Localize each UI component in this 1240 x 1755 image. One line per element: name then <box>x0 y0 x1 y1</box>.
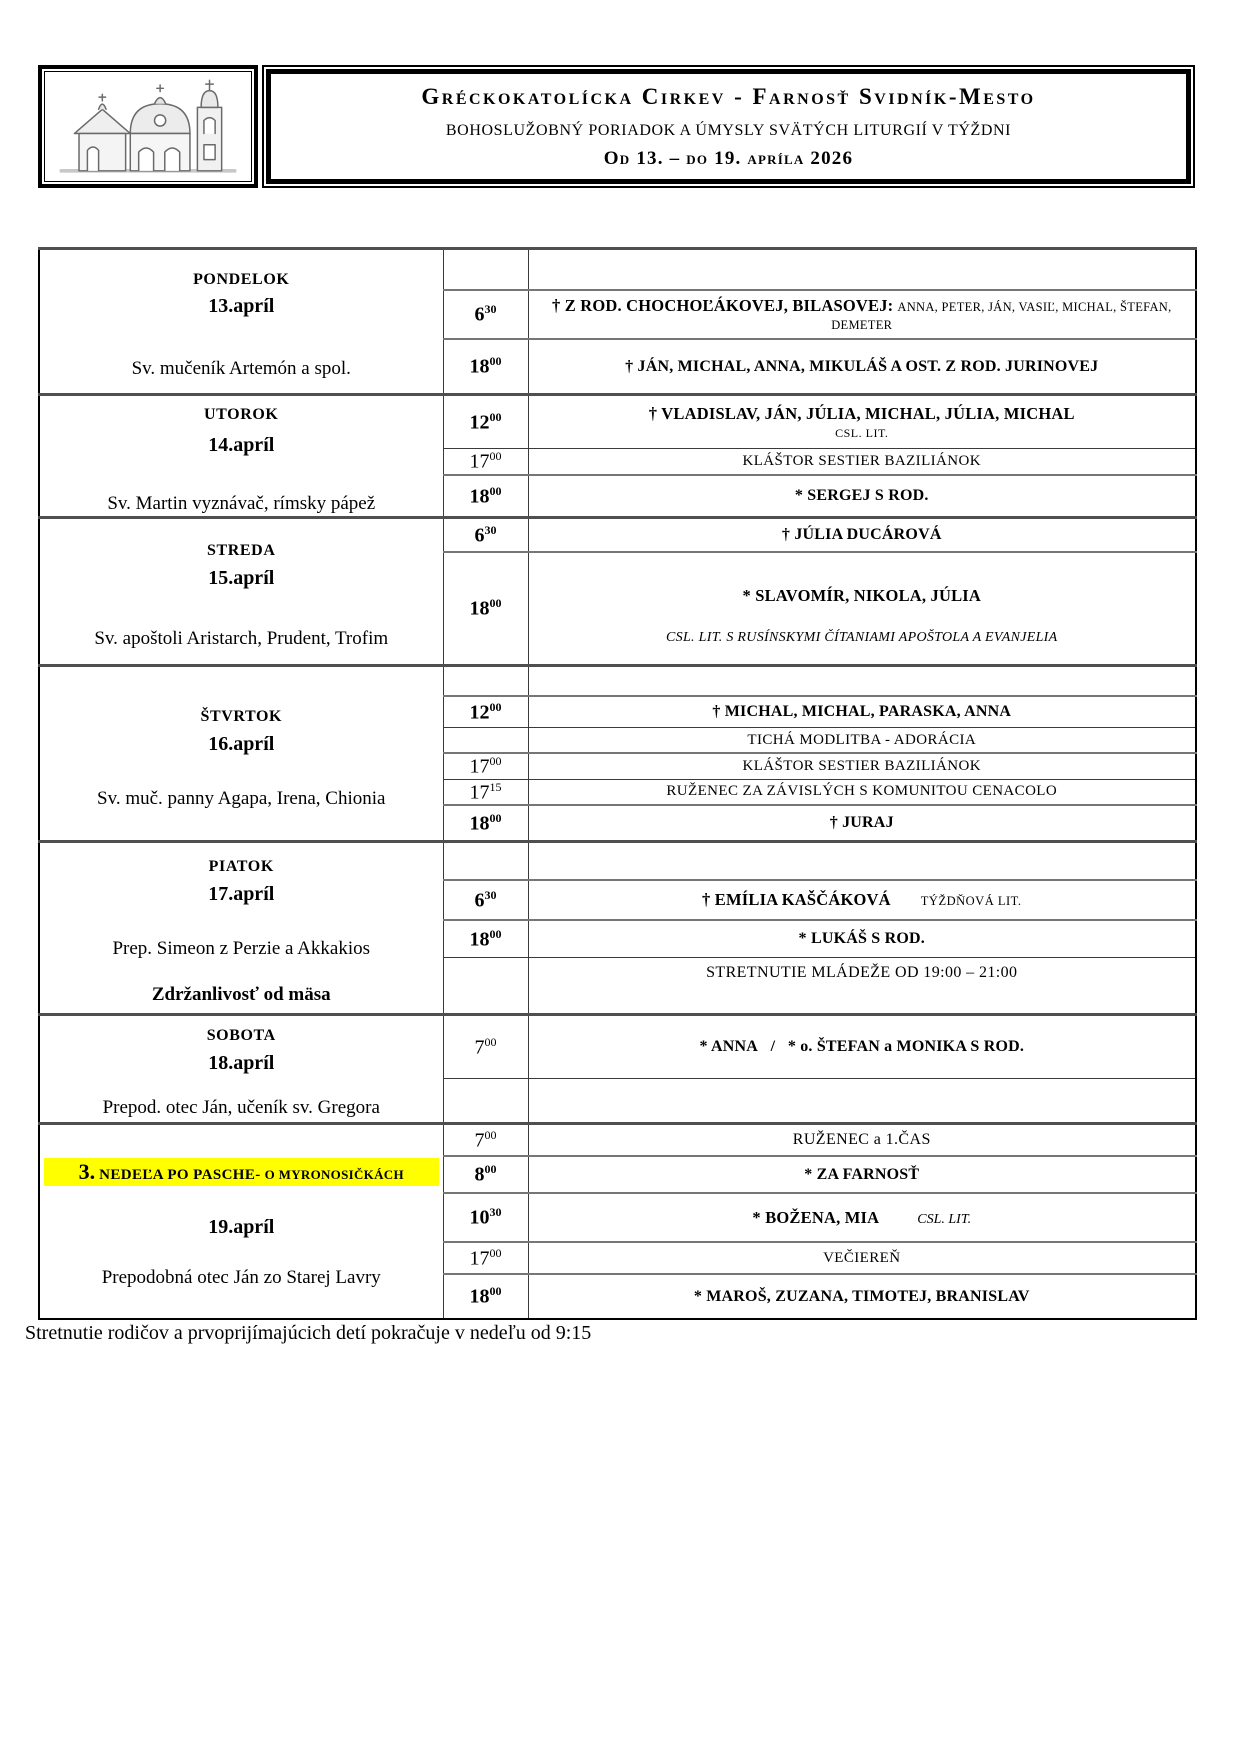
time-hour: 18 <box>469 928 490 951</box>
intention-cell <box>528 1079 1196 1124</box>
bulletin-subtitle: BOHOSLUŽOBNÝ PORIADOK A ÚMYSLY SVÄTÝCH LITURGIÍ V TÝŽDNI <box>445 122 1012 139</box>
time-min: 30 <box>484 887 497 902</box>
time-min: 00 <box>489 754 502 768</box>
time-min: 30 <box>484 522 497 537</box>
day-date: 15.apríl <box>208 566 275 589</box>
time-min: 30 <box>489 1205 502 1220</box>
time-hour: 17 <box>469 755 490 778</box>
time-hour: 10 <box>469 1207 490 1230</box>
time-min: 00 <box>489 596 502 611</box>
day-saint: Prep. Simeon z Perzie a Akkakios <box>112 938 370 960</box>
time-min: 00 <box>489 699 502 714</box>
day-saint: Prepod. otec Ján, učeník sv. Gregora <box>102 1097 380 1119</box>
intention-cell: KLÁŠTOR SESTIER BAZILIÁNOK <box>528 449 1196 476</box>
intention-main: † Z ROD. CHOCHOĽÁKOVEJ, BILASOVEJ: <box>551 295 894 315</box>
intention-cell: VEČIEREŇ <box>528 1242 1196 1274</box>
intention-cell: * ZA FARNOSŤ <box>528 1156 1196 1193</box>
intention-names: ANNA, PETER, JÁN, VASIĽ, MICHAL, ŠTEFAN, DEMETER <box>831 299 1172 332</box>
time-hour: 8 <box>474 1164 485 1187</box>
time-hour: 12 <box>469 701 490 724</box>
time-cell <box>443 249 528 291</box>
time-hour: 7 <box>474 1129 485 1152</box>
intention-cell <box>528 1193 1196 1242</box>
day-name: ŠTVRTOK <box>200 707 283 725</box>
time-min: 00 <box>489 926 502 941</box>
time-min: 00 <box>484 1034 497 1049</box>
day-date: 14.apríl <box>208 433 275 456</box>
intention-cell: * LUKÁŠ S ROD. <box>528 920 1196 958</box>
church-logo-box <box>38 65 258 188</box>
time-hour: 6 <box>474 889 485 912</box>
day-cell-wednesday <box>39 518 443 666</box>
time-min: 00 <box>489 354 502 369</box>
day-date: 16.apríl <box>208 732 275 755</box>
intention-cell <box>528 395 1196 449</box>
day-cell-thursday <box>39 666 443 842</box>
intention-cell: * ANNA / * o. ŠTEFAN a MONIKA S ROD. <box>528 1015 1196 1079</box>
time-cell <box>443 449 528 476</box>
day-date: 13.apríl <box>208 295 275 317</box>
church-sketch-icon <box>45 72 251 182</box>
time-hour: 18 <box>469 485 490 508</box>
intention-cell: TICHÁ MODLITBA - ADORÁCIA <box>528 728 1196 754</box>
time-min: 00 <box>484 1162 497 1177</box>
intention-main: † VLADISLAV, JÁN, JÚLIA, MICHAL, JÚLIA, MICHAL <box>648 403 1075 423</box>
day-cell-tuesday <box>39 395 443 518</box>
intention-cell <box>528 249 1196 291</box>
time-min: 00 <box>489 810 502 825</box>
intention-cell: † JURAJ <box>528 805 1196 842</box>
day-date: 18.apríl <box>208 1052 275 1075</box>
week-date-range: Od 13. – do 19. apríla 2026 <box>603 148 854 169</box>
intention-note: CSL. LIT. S RUSÍNSKYMI ČÍTANIAMI APOŠTOLA A EVANJELIA <box>666 630 1058 645</box>
intention-cell: * SERGEJ S ROD. <box>528 475 1196 518</box>
time-hour: 18 <box>469 355 490 378</box>
time-cell <box>443 805 528 842</box>
footer-note: Stretnutie rodičov a prvoprijímajúcich detí pokračuje v nedeľu od 9:15 <box>25 1322 592 1344</box>
time-cell <box>443 1079 528 1124</box>
time-cell <box>443 1242 528 1274</box>
time-hour: 6 <box>474 303 485 326</box>
day-name: STREDA <box>206 541 276 559</box>
intention-cell: RUŽENEC ZA ZÁVISLÝCH S KOMUNITOU CENACOLO <box>528 779 1196 805</box>
day-saint: Sv. muč. panny Agapa, Irena, Chionia <box>97 787 386 809</box>
time-cell <box>443 920 528 958</box>
header <box>38 65 1195 188</box>
schedule-table <box>38 247 1197 1320</box>
day-name: SOBOTA <box>206 1027 276 1045</box>
intention-cell <box>528 290 1196 339</box>
time-cell <box>443 1015 528 1079</box>
time-hour: 18 <box>469 597 490 620</box>
time-cell <box>443 1274 528 1319</box>
intention-cell <box>528 666 1196 697</box>
time-cell <box>443 339 528 395</box>
day-cell-monday <box>39 249 443 395</box>
sunday-subtitle: O MYRONOSIČKÁCH <box>264 1166 404 1182</box>
time-cell <box>443 753 528 779</box>
day-name: PONDELOK <box>193 271 290 288</box>
intention-cell: RUŽENEC a 1.ČAS <box>528 1124 1196 1157</box>
day-saint: Sv. apoštoli Aristarch, Prudent, Trofim <box>94 627 389 649</box>
time-cell <box>443 1156 528 1193</box>
intention-note: TÝŽDŇOVÁ LIT. <box>920 894 1022 909</box>
time-min: 00 <box>489 409 502 424</box>
intention-cell: † JÁN, MICHAL, ANNA, MIKULÁŠ A OST. Z ROD. JURINOVEJ <box>528 339 1196 395</box>
time-hour: 12 <box>469 411 490 434</box>
intention-cell <box>528 880 1196 920</box>
time-cell <box>443 779 528 805</box>
time-min: 00 <box>489 449 502 464</box>
time-hour: 18 <box>469 812 490 835</box>
time-cell <box>443 880 528 920</box>
church-name: Gréckokatolícka Cirkev - Farnosť Svidník-Mesto <box>421 84 1036 109</box>
day-saint: Prepodobná otec Ján zo Starej Lavry <box>101 1266 381 1288</box>
time-min: 00 <box>489 483 502 498</box>
intention-cell <box>528 552 1196 666</box>
day-name: PIATOK <box>208 858 274 876</box>
time-cell <box>443 290 528 339</box>
time-cell <box>443 518 528 553</box>
time-min: 00 <box>484 1127 497 1142</box>
header-title-frame <box>266 69 1191 184</box>
day-name: UTOROK <box>204 405 279 423</box>
day-date: 19.apríl <box>208 1215 275 1238</box>
time-hour: 17 <box>469 1247 490 1270</box>
time-cell <box>443 696 528 728</box>
time-min: 00 <box>489 1284 502 1299</box>
fasting-note: Zdržanlivosť od mäsa <box>151 984 331 1006</box>
time-cell <box>443 475 528 518</box>
time-min: 00 <box>489 1245 502 1260</box>
time-min: 15 <box>489 779 502 794</box>
intention-main: † EMÍLIA KAŠČÁKOVÁ <box>702 890 891 910</box>
day-date: 17.apríl <box>208 883 275 906</box>
time-hour: 17 <box>469 450 490 473</box>
intention-cell <box>528 842 1196 881</box>
time-cell <box>443 958 528 1015</box>
header-title-box <box>262 65 1195 188</box>
day-cell-sunday <box>39 1124 443 1320</box>
time-cell <box>443 1124 528 1157</box>
day-saint: Sv. mučeník Artemón a spol. <box>131 358 351 379</box>
intention-cell: † MICHAL, MICHAL, PARASKA, ANNA <box>528 696 1196 728</box>
intention-note: CSL. LIT. <box>917 1211 972 1227</box>
intention-note: CSL. LIT. <box>835 425 889 440</box>
time-min: 30 <box>484 302 497 317</box>
sunday-number: 3. <box>78 1158 96 1184</box>
intention-cell: STRETNUTIE MLÁDEŽE OD 19:00 – 21:00 <box>528 958 1196 1015</box>
intention-cell: † JÚLIA DUCÁROVÁ <box>528 518 1196 553</box>
time-hour: 17 <box>469 781 490 804</box>
intention-cell: * MAROŠ, ZUZANA, TIMOTEJ, BRANISLAV <box>528 1274 1196 1319</box>
day-saint: Sv. Martin vyznávač, rímsky pápež <box>107 492 376 514</box>
time-hour: 6 <box>474 524 485 547</box>
day-cell-friday <box>39 842 443 1015</box>
intention-main: * SLAVOMÍR, NIKOLA, JÚLIA <box>742 586 982 605</box>
sunday-title-highlight <box>44 1158 439 1186</box>
intention-main: * BOŽENA, MIA <box>752 1207 880 1227</box>
time-cell <box>443 1193 528 1242</box>
sunday-title: NEDEĽA PO PASCHE- <box>99 1166 261 1183</box>
time-hour: 7 <box>474 1036 485 1059</box>
time-cell <box>443 728 528 754</box>
time-cell <box>443 552 528 666</box>
day-cell-saturday <box>39 1015 443 1124</box>
time-hour: 18 <box>469 1286 490 1309</box>
church-logo-frame <box>44 71 252 182</box>
intention-cell: KLÁŠTOR SESTIER BAZILIÁNOK <box>528 753 1196 779</box>
time-cell <box>443 842 528 881</box>
time-cell <box>443 395 528 449</box>
time-cell <box>443 666 528 697</box>
